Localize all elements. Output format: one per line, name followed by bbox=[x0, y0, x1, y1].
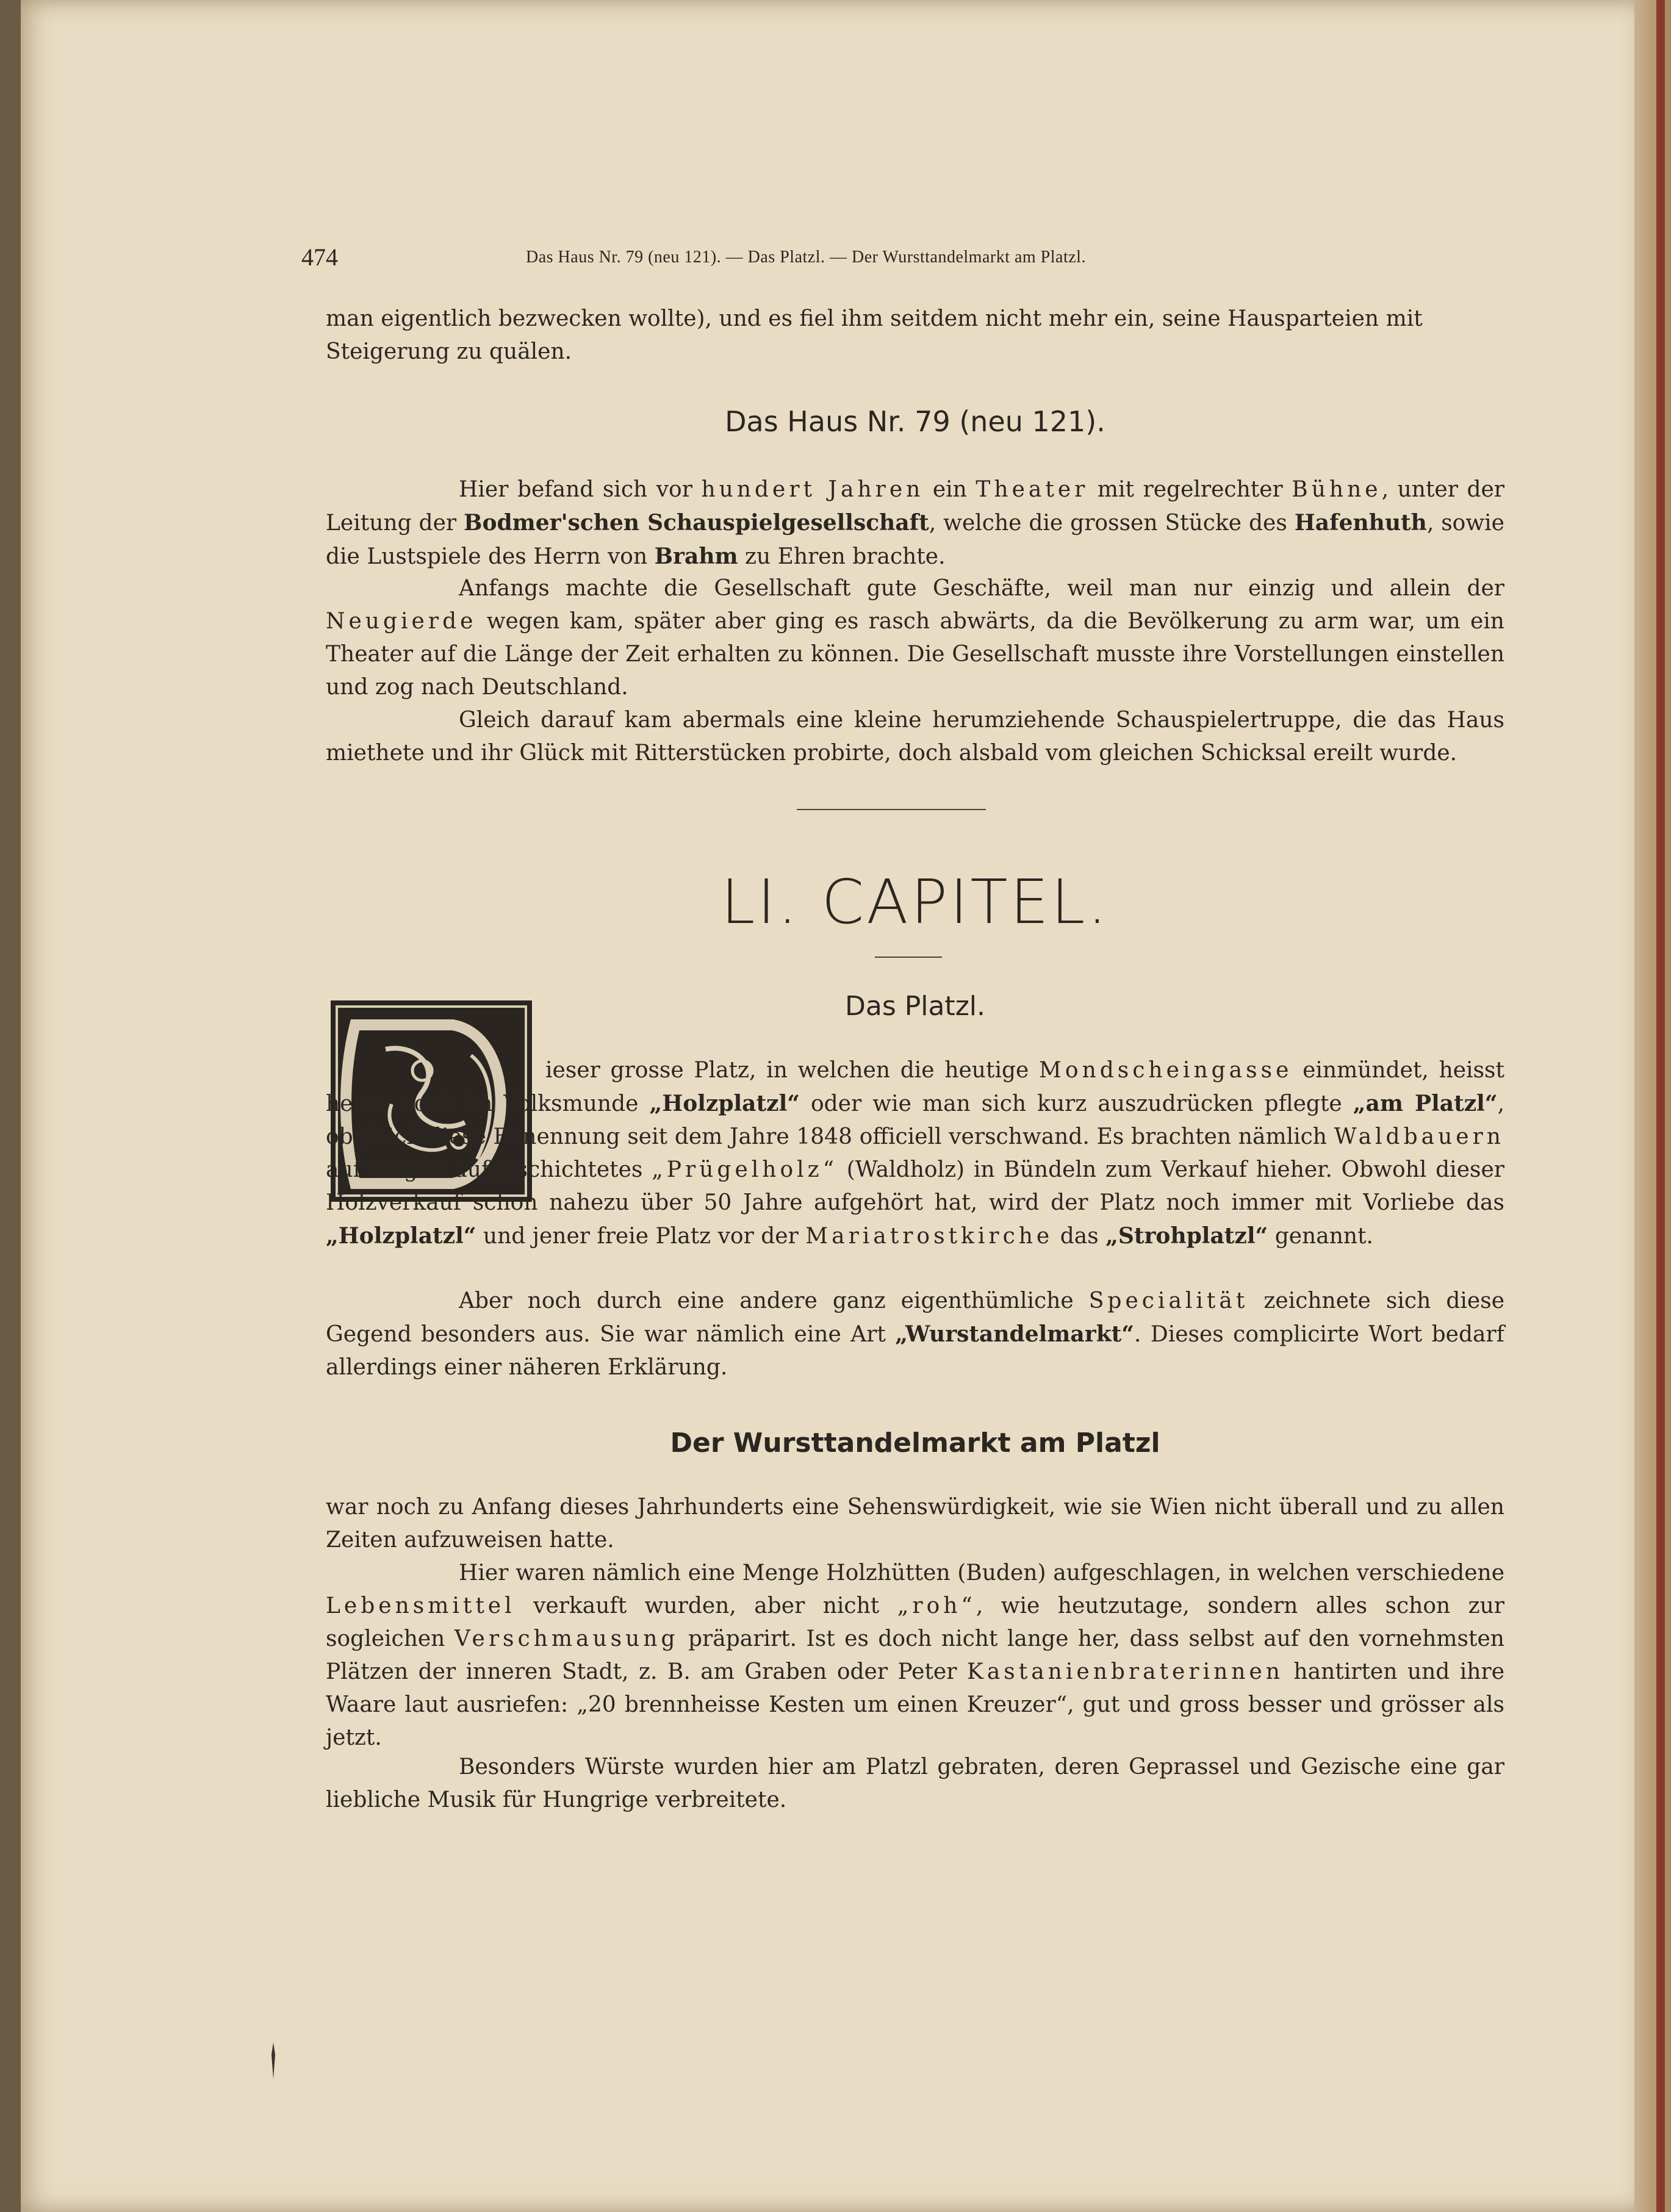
wursttandelmarkt-paragraph-3: Besonders Würste wurden hier am Platzl gebraten, deren Geprassel und Gezische eine gar liebliche Musik für Hungrige verbreitete. bbox=[326, 1754, 1504, 1812]
chapter-title: LI. CAPITEL. bbox=[721, 866, 1110, 938]
haus-79-paragraph-3: Gleich darauf kam abermals eine kleine herumziehende Schauspielertruppe, die das Haus miethete und ihr Glück mit Ritterstücken probirte, doch alsbald vom gleichen Schicksal ereilt wurde. bbox=[326, 708, 1504, 766]
intro-paragraph bbox=[326, 303, 1504, 368]
section-heading-wursttandelmarkt: Der Wursttandelmarkt am Platzl bbox=[670, 1427, 1160, 1459]
section-heading-haus-79: Das Haus Nr. 79 (neu 121). bbox=[725, 405, 1105, 438]
haus-79-paragraph-1: Hier befand sich vor hundert Jahren ein Theater mit regelrechter Bühne, unter der Leitung der Bodmer'schen Schauspielgesellschaft, welche die grossen Stücke des Hafenhuth, sowie die Lustspiele des Herrn von Brahm zu Ehren brachte. bbox=[326, 477, 1505, 569]
intro-line-1: man eigentlich bezwecken wollte), und es fiel ihm seitdem nicht mehr ein, seine Hausparteien mit bbox=[326, 306, 1423, 331]
chapter-subtitle: Das Platzl. bbox=[844, 991, 986, 1022]
haus-79-paragraph-2: Anfangs machte die Gesellschaft gute Geschäfte, weil man nur einzig und allein der Neugierde wegen kam, später aber ging es rasch abwärts, da die Bevölkerung zu arm war, um ein Theater auf die Länge der Zeit erhalten zu können. Die Gesellschaft musste ihre Vorstellungen einstellen und zog nach Deutschland. bbox=[326, 576, 1504, 700]
pin-mark-icon bbox=[268, 2042, 279, 2079]
wursttandelmarkt-paragraph-2: Hier waren nämlich eine Menge Holzhütten (Buden) aufgeschlagen, in welchen verschiedene Lebensmittel verkauft wurden, aber nicht „roh“, wie heutzutage, sondern alles schon zur sogleichen Verschmausung präparirt. Ist es doch nicht lange her, dass selbst auf den vornehmsten Plätzen der inneren Stadt, z. B. am Graben oder Peter Kastanienbraterinnen hantirten und ihre Waare laut ausriefen: „20 brennheisse Kesten um einen Kreuzer“, gut und gross besser und grösser als jetzt. bbox=[326, 1560, 1505, 1750]
platzl-paragraph-1: ieser grosse Platz, in welchen die heutige Mondscheingasse einmündet, heisst heute noch im Volksmunde „Holzplatzl“ oder wie man sich kurz auszudrücken pflegte „am Platzl“, obgleich diese Benennung seit dem Jahre 1848 officiell verschwand. Es brachten nämlich Waldbauern auf Wägen aufgeschichtetes „Prügelholz“ (Waldholz) in Bündeln zum Verkauf hieher. Obwohl dieser Holzverkauf schon nahezu über 50 Jahre aufgehört hat, wird der Platz noch immer mit Vorliebe das „Holzplatzl“ und jener freie Platz vor der Mariatrostkirche das „Strohplatzl“ genannt. bbox=[326, 1058, 1505, 1249]
intro-line-2: Steigerung zu quälen. bbox=[326, 339, 572, 364]
running-title: Das Haus Nr. 79 (neu 121). — Das Platzl. — Der Wursttandelmarkt am Platzl. bbox=[526, 248, 1086, 267]
section-divider bbox=[797, 809, 986, 810]
wursttandelmarkt-paragraph-1: war noch zu Anfang dieses Jahrhunderts eine Sehenswürdigkeit, wie sie Wien nicht überall und zu allen Zeiten aufzuweisen hatte. bbox=[326, 1495, 1504, 1553]
book-edge bbox=[1634, 0, 1671, 2212]
chapter-divider bbox=[875, 957, 942, 958]
platzl-paragraph-2: Aber noch durch eine andere ganz eigenthümliche Specialität zeichnete sich diese Gegend besonders aus. Sie war nämlich eine Art „Wurstandelmarkt“. Dieses complicirte Wort bedarf allerdings einer näheren Erklärung. bbox=[326, 1288, 1504, 1380]
page-header bbox=[301, 243, 1393, 275]
book-page bbox=[21, 0, 1645, 2212]
page-number: 474 bbox=[301, 243, 338, 271]
